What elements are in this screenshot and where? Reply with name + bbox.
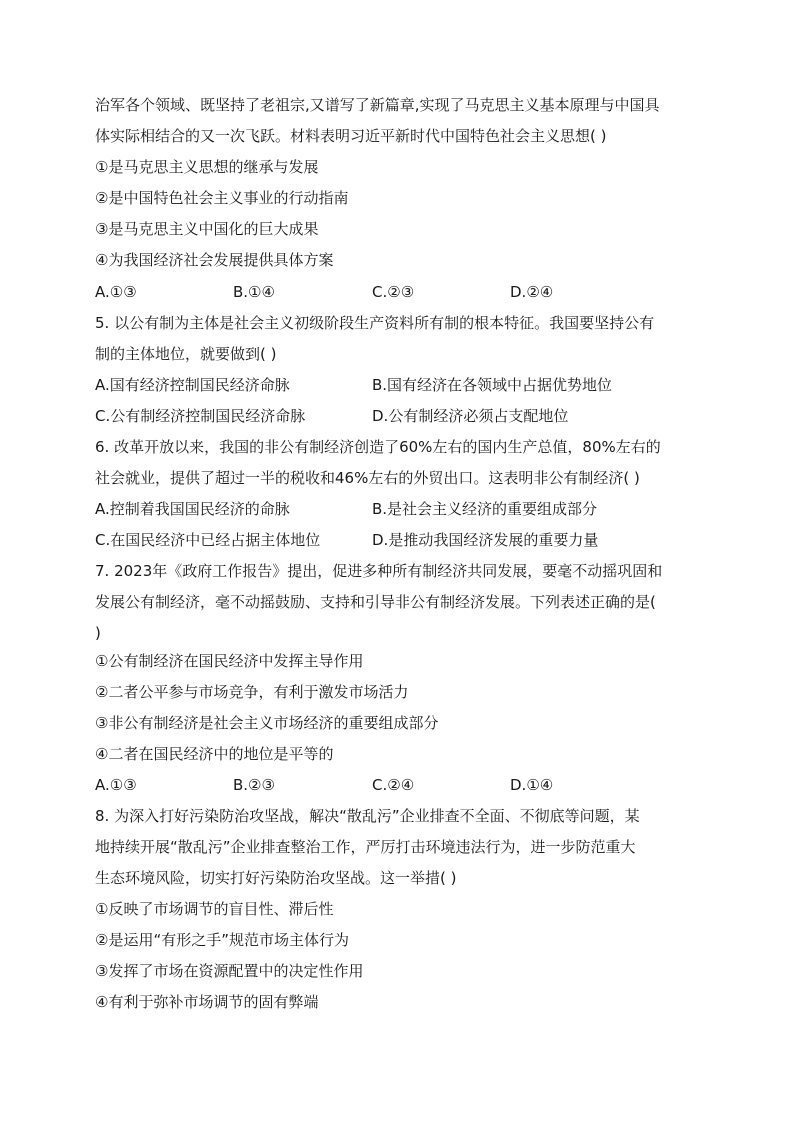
q4-statement-1: ①是马克思主义思想的继承与发展 [95,158,319,176]
q5-option-d[interactable]: D.公有制经济必须占支配地位 [372,407,569,425]
q4-option-d[interactable]: D.②④ [510,283,554,301]
q4-statement-3: ③是马克思主义中国化的巨大成果 [95,220,319,238]
q7-statement-4: ④二者在国民经济中的地位是平等的 [95,745,334,763]
q7-statement-3: ③非公有制经济是社会主义市场经济的重要组成部分 [95,714,439,732]
q7-statement-2: ②二者公平参与市场竞争，有利于激发市场活力 [95,683,409,701]
q8-stem-line-3: 生态环境风险，切实打好污染防治攻坚战。这一举措( ) [95,869,457,887]
q7-stem-line-3: ) [95,624,101,642]
q7-stem-line-2: 发展公有制经济，毫不动摇鼓励、支持和引导非公有制经济发展。下列表述正确的是( [95,593,656,611]
q4-option-b[interactable]: B.①④ [233,283,275,301]
q6-stem-line-2: 社会就业，提供了超过一半的税收和46%左右的外贸出口。这表明非公有制经济( ) [95,469,640,487]
q8-statement-1: ①反映了市场调节的盲目性、滞后性 [95,900,334,918]
q8-stem-line-2: 地持续开展“散乱污”企业排查整治工作，严厉打击环境违法行为，进一步防范重大 [95,838,636,856]
q4-option-a[interactable]: A.①③ [95,283,137,301]
q8-stem-line-1: 8. 为深入打好污染防治攻坚战，解决“散乱污”企业排查不全面、不彻底等问题，某 [95,807,640,825]
q5-option-a[interactable]: A.国有经济控制国民经济命脉 [95,376,290,394]
q8-statement-2: ②是运用“有形之手”规范市场主体行为 [95,931,349,949]
q6-option-c[interactable]: C.在国民经济中已经占据主体地位 [95,531,321,549]
q6-option-a[interactable]: A.控制着我国国民经济的命脉 [95,500,290,518]
q6-stem-line-1: 6. 改革开放以来，我国的非公有制经济创造了60%左右的国内生产总值，80%左右的 [95,438,661,456]
q5-option-c[interactable]: C.公有制经济控制国民经济命脉 [95,407,306,425]
q7-option-c[interactable]: C.②④ [372,776,415,794]
q5-stem-line-2: 制的主体地位，就要做到( ) [95,345,277,363]
q4-material-line-1: 治军各个领域、既坚持了老祖宗,又谱写了新篇章,实现了马克思主义基本原理与中国具 [95,96,660,114]
q4-statement-4: ④为我国经济社会发展提供具体方案 [95,251,334,269]
q4-option-c[interactable]: C.②③ [372,283,415,301]
q7-option-b[interactable]: B.②③ [233,776,275,794]
q5-stem-line-1: 5. 以公有制为主体是社会主义初级阶段生产资料所有制的根本特征。我国要坚持公有 [95,314,655,332]
q7-option-a[interactable]: A.①③ [95,776,137,794]
q4-statement-2: ②是中国特色社会主义事业的行动指南 [95,189,349,207]
q7-option-d[interactable]: D.①④ [510,776,554,794]
q6-option-b[interactable]: B.是社会主义经济的重要组成部分 [372,500,598,518]
q4-material-line-2: 体实际相结合的又一次飞跃。材料表明习近平新时代中国特色社会主义思想( ) [95,127,607,145]
q7-statement-1: ①公有制经济在国民经济中发挥主导作用 [95,652,364,670]
q6-option-d[interactable]: D.是推动我国经济发展的重要力量 [372,531,599,549]
q7-stem-line-1: 7. 2023年《政府工作报告》提出，促进多种所有制经济共同发展，要毫不动摇巩固和 [95,562,663,580]
q5-option-b[interactable]: B.国有经济在各领域中占据优势地位 [372,376,613,394]
q8-statement-4: ④有利于弥补市场调节的固有弊端 [95,993,319,1011]
q8-statement-3: ③发挥了市场在资源配置中的决定性作用 [95,962,364,980]
